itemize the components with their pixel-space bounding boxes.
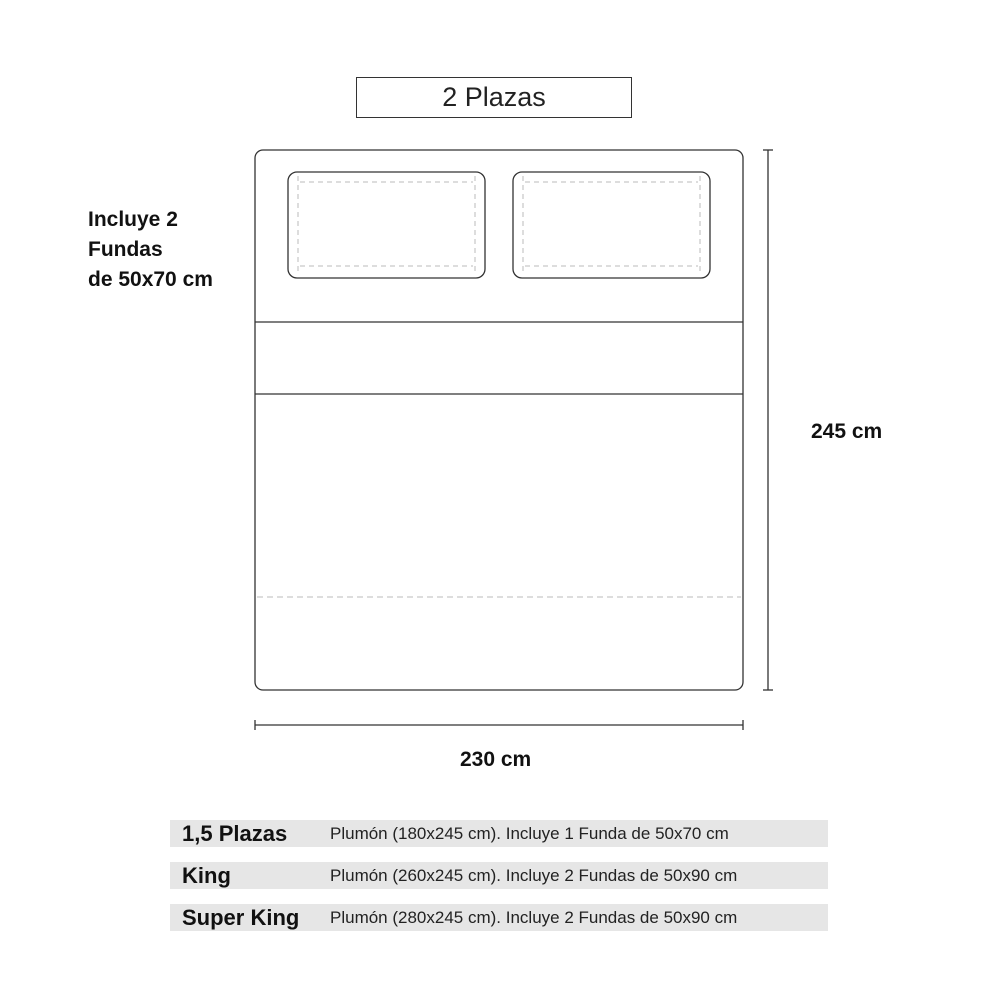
size-name: 1,5 Plazas	[182, 820, 288, 846]
size-name: King	[182, 862, 231, 888]
pillowcase-note-line: de 50x70 cm	[88, 268, 213, 291]
size-description: Plumón (280x245 cm). Incluye 2 Fundas de 50x90 cm	[330, 907, 738, 927]
pillow-right	[513, 172, 710, 278]
width-dimension-line	[255, 720, 743, 730]
size-row	[170, 862, 828, 889]
height-label: 245 cm	[811, 420, 883, 443]
size-title: 2 Plazas	[442, 82, 546, 112]
pillowcase-note	[88, 205, 213, 295]
pillowcase-note-line: Fundas	[88, 238, 163, 261]
size-row	[170, 820, 828, 847]
height-dimension-line	[763, 150, 773, 690]
duvet-outline	[255, 150, 743, 690]
pillow-left	[288, 172, 485, 278]
size-description: Plumón (260x245 cm). Incluye 2 Fundas de 50x90 cm	[330, 865, 738, 885]
pillowcase-note-line: Incluye 2	[88, 208, 178, 231]
size-name: Super King	[182, 904, 300, 930]
width-label: 230 cm	[460, 748, 532, 771]
size-title-box	[356, 77, 632, 118]
size-description: Plumón (180x245 cm). Incluye 1 Funda de 50x70 cm	[330, 823, 729, 843]
other-sizes-list	[170, 820, 828, 946]
size-row	[170, 904, 828, 931]
